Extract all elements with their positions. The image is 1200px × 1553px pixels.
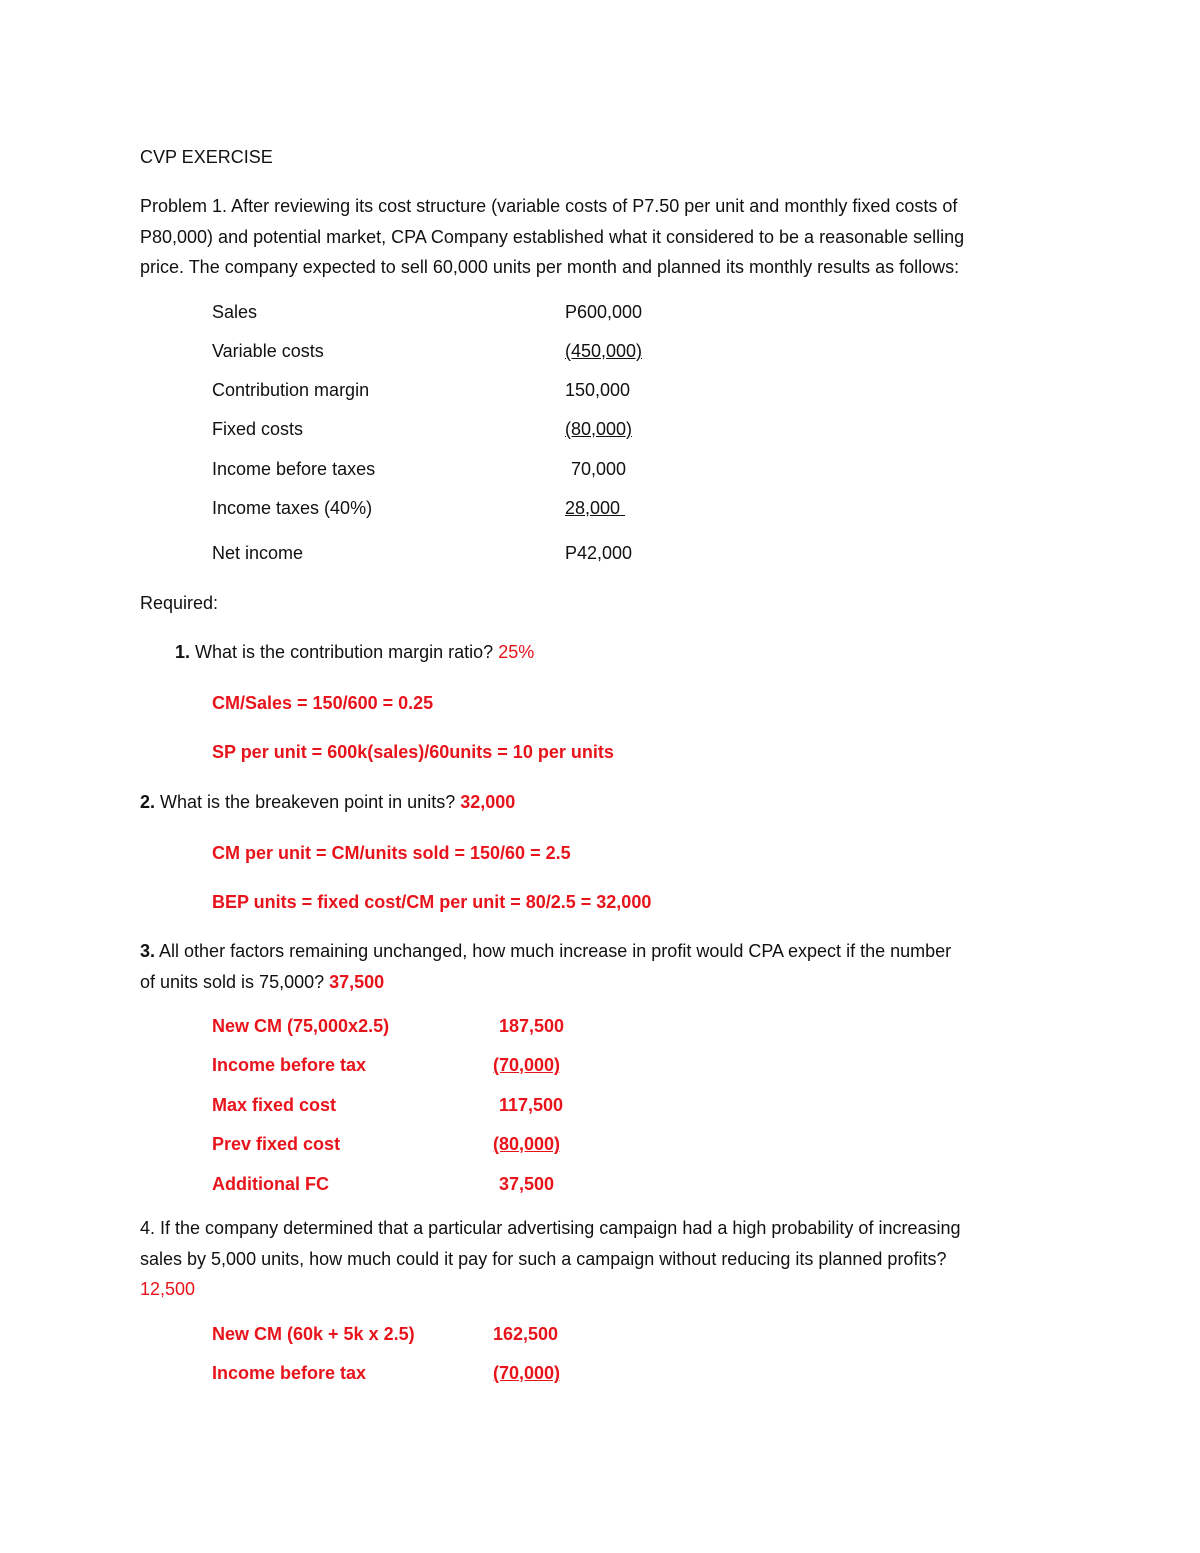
question-4-line1 (140, 1216, 961, 1240)
q2-work-line1: CM per unit = CM/units sold = 150/60 = 2.5 (212, 843, 571, 863)
statement-value: (450,000) (565, 341, 643, 361)
q1-work-line2: SP per unit = 600k(sales)/60units = 10 per units (212, 742, 614, 762)
computation-value: (70,000) (493, 1055, 561, 1075)
statement-label: Contribution margin (212, 380, 370, 400)
document-title: CVP EXERCISE (140, 147, 273, 167)
problem1-line1 (140, 194, 957, 218)
statement-value: 70,000 (571, 459, 627, 479)
statement-value: 28,000 (565, 498, 621, 518)
computation-value: (80,000) (493, 1134, 561, 1154)
statement-label: Income taxes (40%) (212, 498, 373, 518)
question-answer: 37,500 (329, 972, 385, 992)
q1-work-line1: CM/Sales = 150/600 = 0.25 (212, 693, 434, 713)
statement-value: P600,000 (565, 302, 643, 322)
required-heading: Required: (140, 593, 219, 613)
computation-label: Additional FC (212, 1174, 329, 1194)
question-3-line2 (140, 970, 384, 994)
computation-label: Max fixed cost (212, 1095, 337, 1115)
problem1-label: Problem 1. (140, 196, 228, 216)
question-number: 1. (175, 642, 191, 662)
question-4-line2: sales by 5,000 units, how much could it pay for such a campaign without reducing its planned profits? (140, 1249, 947, 1269)
statement-label: Income before taxes (212, 459, 376, 479)
computation-value: 162,500 (493, 1324, 559, 1344)
question-number: 2. (140, 792, 156, 812)
question-text: of units sold is 75,000? (140, 972, 325, 992)
statement-label: Sales (212, 302, 258, 322)
question-4-answer: 12,500 (140, 1279, 196, 1299)
question-text: All other factors remaining unchanged, how much increase in profit would CPA expect if the number (159, 941, 952, 961)
question-number: 3. (140, 941, 156, 961)
computation-label: New CM (60k + 5k x 2.5) (212, 1324, 415, 1344)
statement-label: Variable costs (212, 341, 324, 361)
problem1-line3: price. The company expected to sell 60,000 units per month and planned its monthly results as follows: (140, 257, 960, 277)
computation-value: 187,500 (499, 1016, 565, 1036)
question-3-line1 (140, 939, 951, 963)
question-answer: 25% (498, 642, 535, 662)
statement-value: (80,000) (565, 419, 633, 439)
question-text: What is the contribution margin ratio? (195, 642, 494, 662)
problem1-text-line1: After reviewing its cost structure (variable costs of P7.50 per unit and monthly fixed costs of (231, 196, 958, 216)
statement-value-underlined (565, 496, 642, 520)
question-text: If the company determined that a particular advertising campaign had a high probability of increasing (160, 1218, 961, 1238)
question-2 (140, 790, 515, 814)
q2-work-line2: BEP units = fixed cost/CM per unit = 80/2.5 = 32,000 (212, 892, 652, 912)
computation-label: New CM (75,000x2.5) (212, 1016, 390, 1036)
underline-extension (620, 496, 642, 520)
statement-value: 150,000 (565, 380, 631, 400)
statement-label: Net income (212, 543, 304, 563)
statement-label: Fixed costs (212, 419, 304, 439)
problem1-line2: P80,000) and potential market, CPA Company established what it considered to be a reasonable selling (140, 227, 965, 247)
computation-value: (70,000) (493, 1363, 561, 1383)
computation-label: Income before tax (212, 1055, 367, 1075)
question-1 (175, 640, 534, 664)
computation-label: Income before tax (212, 1363, 367, 1383)
computation-value: 37,500 (499, 1174, 555, 1194)
question-answer: 32,000 (460, 792, 516, 812)
computation-value: 117,500 (499, 1095, 564, 1115)
computation-label: Prev fixed cost (212, 1134, 341, 1154)
statement-value: P42,000 (565, 543, 633, 563)
question-text: What is the breakeven point in units? (160, 792, 456, 812)
question-number: 4. (140, 1218, 156, 1238)
